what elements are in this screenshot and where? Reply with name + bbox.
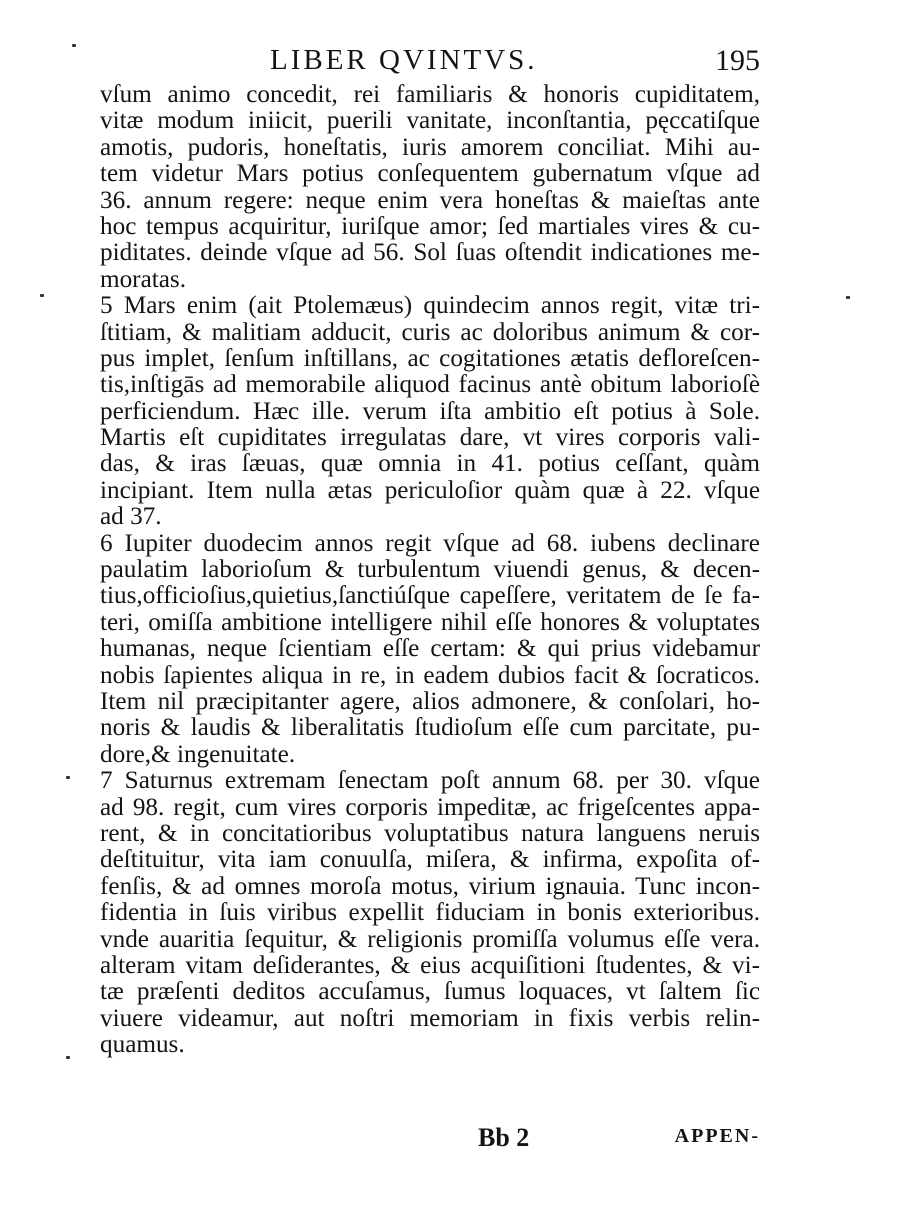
text-line: viuere videamur, aut noſtri memoriam in fixis verbis relin- <box>100 1004 760 1032</box>
text-line: ad 98. regit, cum vires corporis impeditæ, ac frigeſcentes appa- <box>100 793 760 821</box>
text-line: noris & laudis & liberalitatis ſtudioſum eſſe cum parcitate, pu- <box>100 714 760 742</box>
text-line: piditates. deinde vſque ad 56. Sol ſuas oſtendit indicationes me- <box>100 239 760 267</box>
margin-speck <box>66 1056 70 1059</box>
text-line: nobis ſapientes aliqua in re, in eadem dubios facit & ſocraticos. <box>100 661 760 689</box>
text-line: ad 37. <box>100 503 162 531</box>
text-line: tem videtur Mars potius conſequentem gubernatum vſque ad <box>100 160 760 188</box>
text-line: tis,inſtigās ad memorabile aliquod facinus antè obitum laborioſè <box>100 371 760 399</box>
text-line: tæ præſenti deditos accuſamus, ſumus loquaces, vt ſaltem ſic <box>100 978 760 1006</box>
margin-speck <box>66 776 70 779</box>
running-title: LIBER QVINTVS. <box>270 44 538 76</box>
text-line: fidentia in ſuis viribus expellit fiduciam in bonis exterioribus. <box>100 899 760 927</box>
text-line: alteram vitam deſiderantes, & eius acquiſitioni ſtudentes, & vi- <box>100 951 760 979</box>
text-line: amotis, pudoris, honeſtatis, iuris amorem conciliat. Mihi au- <box>100 133 760 161</box>
margin-speck <box>40 294 44 297</box>
text-line: quamus. <box>100 1031 185 1059</box>
text-line: perficiendum. Hæc ille. verum iſta ambitio eſt potius à Sole. <box>100 397 760 425</box>
text-line: pus implet, ſenſum inſtillans, ac cogitationes ætatis defloreſcen- <box>100 344 760 372</box>
text-line: vnde auaritia ſequitur, & religionis promiſſa volumus eſſe vera. <box>100 925 760 953</box>
text-line: Item nil præcipitanter agere, alios admonere, & conſolari, ho- <box>100 687 760 715</box>
catchword: APPEN- <box>674 1125 760 1147</box>
text-line: deſtituitur, vita iam conuulſa, miſera, & infirma, expoſita of- <box>100 846 760 874</box>
body-text <box>100 82 760 1058</box>
running-head <box>100 44 760 84</box>
text-line: rent, & in concitatioribus voluptatibus natura languens neruis <box>100 819 760 847</box>
margin-speck <box>72 44 76 47</box>
page-footer <box>100 1123 760 1163</box>
text-line: ſtitiam, & malitiam adducit, curis ac doloribus animum & cor- <box>100 318 760 346</box>
text-line: 36. annum regere: neque enim vera honeſtas & maieſtas ante <box>100 186 760 214</box>
text-line: teri, omiſſa ambitione intelligere nihil eſſe honores & voluptates <box>100 608 760 636</box>
text-line: Martis eſt cupiditates irregulatas dare, vt vires corporis vali- <box>100 424 760 452</box>
text-line: incipiant. Item nulla ætas periculoſior quàm quæ à 22. vſque <box>100 476 760 504</box>
text-line: hoc tempus acquiritur, iuriſque amor; ſed martiales vires & cu- <box>100 212 760 240</box>
text-line: moratas. <box>100 265 187 293</box>
text-line: vitæ modum iniicit, puerili vanitate, inconſtantia, pęccatiſque <box>100 107 760 135</box>
signature-mark: Bb 2 <box>478 1123 530 1152</box>
margin-speck <box>846 296 850 299</box>
text-line: vſum animo concedit, rei familiaris & honoris cupiditatem, <box>100 81 760 108</box>
text-line: tius,officioſius,quietius,ſanctiúſque capeſſere, veritatem de ſe fa- <box>100 582 760 610</box>
text-line: humanas, neque ſcientiam eſſe certam: & qui prius videbamur <box>100 635 760 663</box>
text-line: fenſis, & ad omnes moroſa motus, virium ignauia. Tunc incon- <box>100 872 760 900</box>
text-line: 5 Mars enim (ait Ptolemæus) quindecim annos regit, vitæ tri- <box>100 292 760 320</box>
text-line: 7 Saturnus extremam ſenectam poſt annum 68. per 30. vſque <box>100 767 760 795</box>
text-line: dore,& ingenuitate. <box>100 740 296 768</box>
text-line: 6 Iupiter duodecim annos regit vſque ad 68. iubens declinare <box>100 529 760 557</box>
page-number: 195 <box>715 44 760 77</box>
text-line: das, & iras ſæuas, quæ omnia in 41. potius ceſſant, quàm <box>100 450 760 478</box>
text-line: paulatim laborioſum & turbulentum viuendi genus, & decen- <box>100 556 760 584</box>
